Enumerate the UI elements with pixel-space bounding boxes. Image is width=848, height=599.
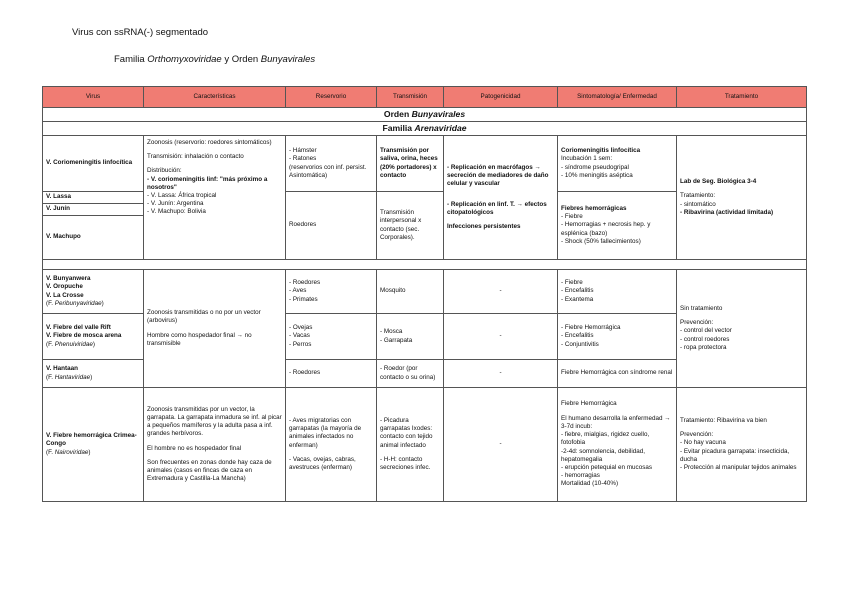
crimea-transmision: - Picadura garrapatas Ixodes: contacto con tejido animal infectado - H-H: contacto secreciones infec. — [377, 388, 444, 502]
spacer-row — [43, 260, 807, 270]
header-patogenicidad: Patogenicidad — [444, 87, 558, 108]
arena-sintoma-2: Fiebres hemorrágicas - Fiebre - Hemorragias + necrosis hep. y esplénica (bazo) - Shock (50% fallecimientos) — [558, 192, 677, 260]
crimea-reservorio: - Aves migratorias con garrapatas (la mayoría de animales infectados no enferman) - Vacas, ovejas, cabras, avestruces (enferman) — [286, 388, 377, 502]
document-title: Virus con ssRNA(-) segmentado — [72, 27, 209, 38]
arena-reservorio-1: - Hámster - Ratones (reservorios con inf. persist. Asintomática) — [286, 136, 377, 192]
header-reservorio: Reservorio — [286, 87, 377, 108]
section-orden: Orden Bunyavirales — [43, 108, 807, 122]
virus-group-hanta: V. Hantaan (F. Hantaviridae) — [43, 360, 144, 388]
arena-caracteristicas: Zoonosis (reservorio: roedores sintomáticos) Transmisión: inhalación o contacto Distribución: - V. coriomeningitis linf: "más próximo a nosotros" - V. Lassa: África tropical - V. Junín: Argentina - V. Machupo: Bolivia — [144, 136, 286, 260]
virus-junin: V. Junín — [43, 204, 144, 216]
arena-reservorio-2: Roedores — [286, 192, 377, 260]
bunya-patogenicidad-3: - — [444, 360, 558, 388]
crimea-tratamiento: Tratamiento: Ribavirina va bien Prevención: - No hay vacuna - Evitar picadura garrapata: insecticida, ducha - Protección al manipular tejidos animales — [677, 388, 807, 502]
bunya-sintoma-3: Fiebre Hemorrágica con síndrome renal — [558, 360, 677, 388]
arena-transmision-2: Transmisión interpersonal x contacto (sec. Corporales). — [377, 192, 444, 260]
bunya-transmision-1: Mosquito — [377, 270, 444, 314]
bunya-sintoma-2: - Fiebre Hemorrágica - Encefalitis - Conjuntivitis — [558, 314, 677, 360]
arena-patogenicidad: - Replicación en macrófagos → secreción de mediadores de daño celular y vascular - Replicación en linf. T. → efectos citopatológicos Infecciones persistentes — [444, 136, 558, 260]
bunya-patogenicidad-1: - — [444, 270, 558, 314]
virus-group-phenui: V. Fiebre del valle Rift V. Fiebre de mosca arena (F. Phenuiviridae) — [43, 314, 144, 360]
arena-transmision-1: Transmisión por saliva, orina, heces (20% portadores) x contacto — [377, 136, 444, 192]
header-transmision: Transmisión — [377, 87, 444, 108]
virus-lassa: V. Lassa — [43, 192, 144, 204]
header-virus: Virus — [43, 87, 144, 108]
virus-machupo: V. Machupo — [43, 216, 144, 260]
document-subtitle: Familia Orthomyxoviridae y Orden Bunyavirales — [114, 54, 316, 65]
crimea-sintomatologia: Fiebre Hemorrágica El humano desarrolla la enfermedad → 3-7d incub: - fiebre, mialgias, rigidez cuello, fotofobia -2-4d: somnolencia, debilidad, hepatomegalia - erupción petequial en mucosas - hemorragias Mortalidad (10-40%) — [558, 388, 677, 502]
header-caracteristicas: Características — [144, 87, 286, 108]
virus-table — [42, 86, 807, 502]
bunya-patogenicidad-2: - — [444, 314, 558, 360]
bunya-transmision-2: - Mosca - Garrapata — [377, 314, 444, 360]
section-familia: Familia Arenaviridae — [43, 122, 807, 136]
bunya-sintoma-1: - Fiebre - Encefalitis - Exantema — [558, 270, 677, 314]
virus-crimea-congo: V. Fiebre hemorrágica Crimea-Congo (F. Nairoviridae) — [43, 388, 144, 502]
arena-sintoma-1: Coriomeningitis linfocítica Incubación 1 sem: - síndrome pseudogripal - 10% meningitis aséptica — [558, 136, 677, 192]
crimea-patogenicidad: - — [444, 388, 558, 502]
bunya-tratamiento: Sin tratamiento Prevención: - control del vector - control roedores - ropa protectora — [677, 270, 807, 388]
header-sintomatologia: Sintomatología/ Enfermedad — [558, 87, 677, 108]
bunya-caracteristicas: Zoonosis transmitidas o no por un vector (arbovirus) Hombre como hospedador final → no transmisible — [144, 270, 286, 388]
crimea-caracteristicas: Zoonosis transmitidas por un vector, la garrapata. La garrapata inmadura se inf. al picar a pequeños mamíferos y la adulta pasa a inf. grandes herbívoros. El hombre no es hospedador final Son frecuentes en zonas donde hay caza de animales (casos en fincas de caza en Extremadura y Castilla-La Mancha) — [144, 388, 286, 502]
bunya-transmision-3: - Roedor (por contacto o su orina) — [377, 360, 444, 388]
arena-tratamiento: Lab de Seg. Biológica 3-4 Tratamiento: - sintomático - Ribavirina (actividad limitada) — [677, 136, 807, 260]
bunya-reservorio-1: - Roedores - Aves - Primates — [286, 270, 377, 314]
bunya-reservorio-3: - Roedores — [286, 360, 377, 388]
virus-coriomeningitis: V. Coriomeningitis linfocítica — [43, 136, 144, 192]
bunya-reservorio-2: - Ovejas - Vacas - Perros — [286, 314, 377, 360]
header-tratamiento: Tratamiento — [677, 87, 807, 108]
virus-group-peribunya: V. Bunyanwera V. Oropuche V. La Crosse (F. Peribunyaviridae) — [43, 270, 144, 314]
header-row — [43, 87, 807, 108]
